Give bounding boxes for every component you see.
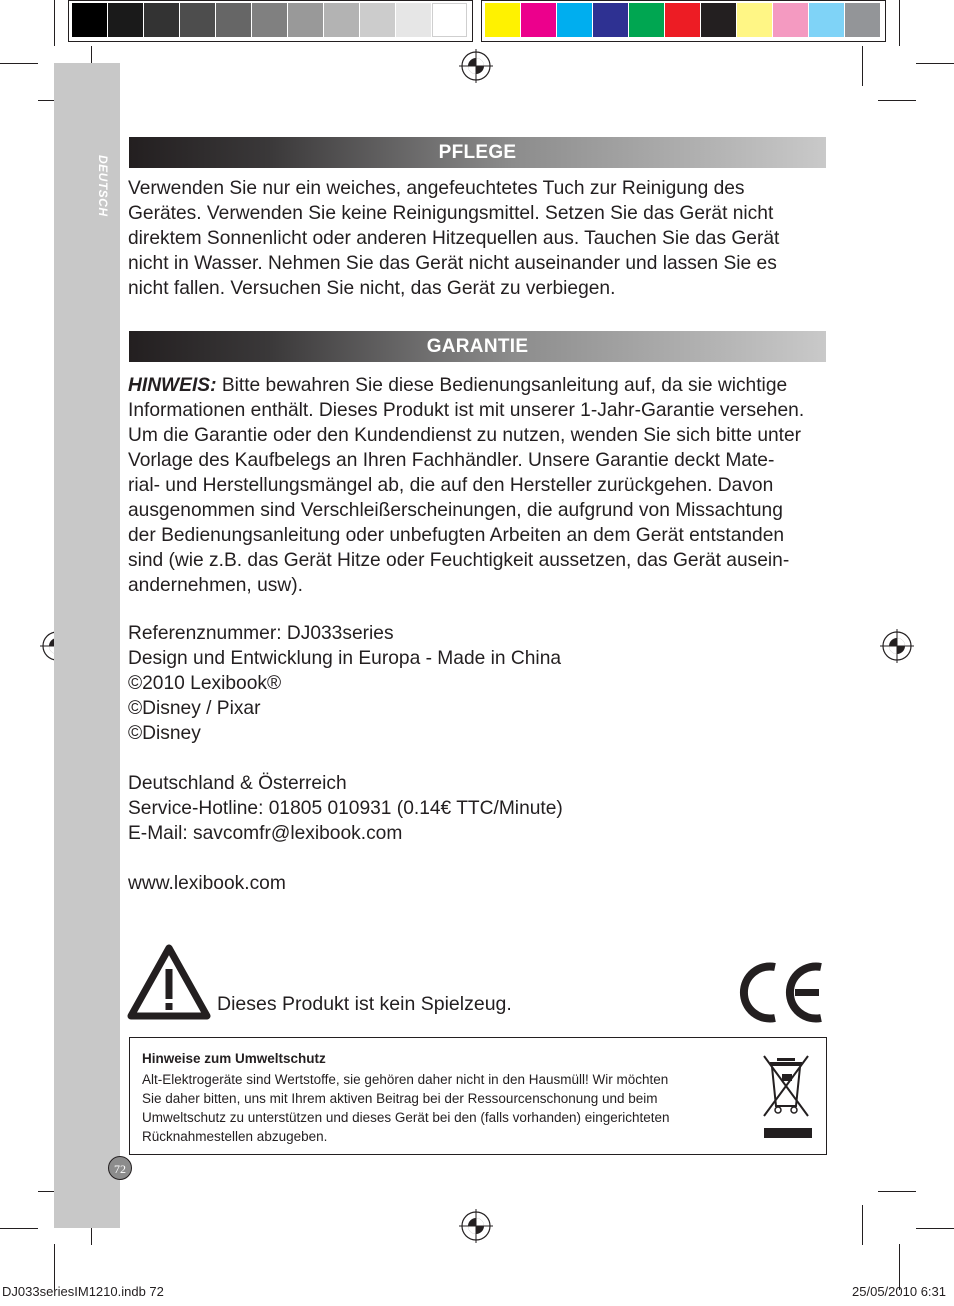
copyright-disney-pixar: ©Disney / Pixar	[128, 698, 261, 719]
ce-mark-icon	[739, 961, 827, 1024]
pflege-paragraph	[128, 176, 779, 301]
color-swatch	[593, 3, 628, 37]
registration-mark-top-icon	[459, 49, 493, 83]
copyright-disney: ©Disney	[128, 723, 201, 744]
crop-mark	[0, 63, 38, 64]
text-line: rial- und Herstellungsmängel ab, die auf den Hersteller zurückgehen. Davon	[128, 475, 774, 496]
warning-text: Dieses Produkt ist kein Spielzeug.	[217, 993, 512, 1015]
color-swatch	[557, 3, 592, 37]
weee-crossed-bin-icon	[758, 1050, 814, 1140]
text-line: andernehmen, usw).	[128, 575, 303, 596]
color-swatch	[629, 3, 664, 37]
crop-mark	[54, 0, 55, 46]
text-line: Alt-Elektrogeräte sind Wertstoffe, sie gehören daher nicht in den Hausmüll! Wir möchten	[142, 1072, 669, 1087]
environment-text	[142, 1070, 670, 1146]
pflege-header	[129, 137, 826, 168]
color-swatch	[288, 3, 323, 37]
text-line: Rücknahmestellen abzugeben.	[142, 1129, 328, 1144]
color-swatch	[72, 3, 107, 37]
reference-number: Referenznummer: DJ033series	[128, 623, 394, 644]
color-swatch	[737, 3, 772, 37]
text-line: Umweltschutz zu unterstützen und dieses Gerät bei den (falls vorhanden) eingerichteten	[142, 1110, 670, 1125]
garantie-paragraph	[128, 373, 804, 598]
copyright-lexibook: ©2010 Lexibook®	[128, 673, 282, 694]
language-label: DEUTSCH	[96, 155, 110, 217]
design-origin: Design und Entwicklung in Europa - Made in China	[128, 648, 562, 669]
text-line: sind (wie z.B. das Gerät Hitze oder Feuchtigkeit aussetzen, das Gerät ausein-	[128, 550, 790, 571]
color-swatch	[521, 3, 556, 37]
crop-mark	[0, 1228, 38, 1229]
color-swatch	[845, 3, 880, 37]
website: www.lexibook.com	[128, 873, 286, 894]
warning-triangle-icon	[127, 944, 211, 1020]
color-swatch	[108, 3, 143, 37]
page-number: 72	[108, 1156, 132, 1180]
color-swatch	[485, 3, 520, 37]
side-band	[54, 63, 120, 1228]
crop-mark	[899, 0, 900, 46]
color-swatch	[665, 3, 700, 37]
text-line	[128, 373, 804, 398]
slug-date-time: 25/05/2010 6:31	[852, 1284, 946, 1299]
registration-mark-bottom-icon	[459, 1209, 493, 1243]
text-line: Informationen enthält. Dieses Produkt ist mit unserer 1-Jahr-Garantie versehen.	[128, 400, 805, 421]
text-line: Um die Garantie oder den Kundendienst zu nutzen, wenden Sie sich bitte unter	[128, 425, 802, 446]
environment-notice	[129, 1037, 827, 1155]
garantie-header	[129, 331, 826, 362]
email: E-Mail: savcomfr@lexibook.com	[128, 823, 403, 844]
environment-title: Hinweise zum Umweltschutz	[142, 1051, 326, 1066]
text-line: nicht fallen. Versuchen Sie nicht, das Gerät zu verbiegen.	[128, 278, 616, 299]
color-swatch	[396, 3, 431, 37]
slug-file-info: DJ033seriesIM1210.indb 72	[2, 1284, 164, 1299]
color-swatch	[324, 3, 359, 37]
text-line: Sie daher bitten, uns mit Ihrem aktiven Beitrag bei der Ressourcenschonung und beim	[142, 1091, 658, 1106]
color-swatch	[252, 3, 287, 37]
text-line: direktem Sonnenlicht oder anderen Hitzequellen aus. Tauchen Sie das Gerät	[128, 228, 780, 249]
crop-mark	[862, 1205, 863, 1245]
crop-mark	[878, 100, 916, 101]
garantie-title: GARANTIE	[426, 336, 529, 357]
crop-mark	[878, 1191, 916, 1192]
text-line: der Bedienungsanleitung oder unbefugten Arbeiten an dem Gerät entstanden	[128, 525, 785, 546]
info-block	[128, 621, 563, 896]
pflege-title: PFLEGE	[438, 142, 517, 163]
note-text: Bitte bewahren Sie diese Bedienungsanleitung auf, da sie wichtige	[216, 375, 788, 396]
note-label: HINWEIS:	[128, 375, 217, 396]
crop-mark	[916, 1228, 954, 1229]
crop-mark	[862, 46, 863, 86]
text-line: Vorlage des Kaufbelegs an Ihren Fachhändler. Unsere Garantie deckt Mate-	[128, 450, 775, 471]
region: Deutschland & Österreich	[128, 773, 347, 794]
registration-mark-right-icon	[880, 629, 914, 663]
color-swatch	[701, 3, 736, 37]
color-swatch	[144, 3, 179, 37]
text-line: ausgenommen sind Verschleißerscheinungen, die aufgrund von Missachtung	[128, 500, 783, 521]
text-line: Verwenden Sie nur ein weiches, angefeuchtetes Tuch zur Reinigung des	[128, 178, 745, 199]
color-swatch	[180, 3, 215, 37]
color-swatch	[809, 3, 844, 37]
color-swatch	[360, 3, 395, 37]
text-line: Gerätes. Verwenden Sie keine Reinigungsmittel. Setzen Sie das Gerät nicht	[128, 203, 774, 224]
color-swatch	[432, 3, 467, 37]
color-swatch	[773, 3, 808, 37]
color-swatch	[216, 3, 251, 37]
text-line: nicht in Wasser. Nehmen Sie das Gerät nicht auseinander und lassen Sie es	[128, 253, 777, 274]
service-hotline: Service-Hotline: 01805 010931 (0.14€ TTC/Minute)	[128, 798, 563, 819]
ce-mark-text: CE	[783, 1001, 785, 1002]
crop-mark	[916, 63, 954, 64]
